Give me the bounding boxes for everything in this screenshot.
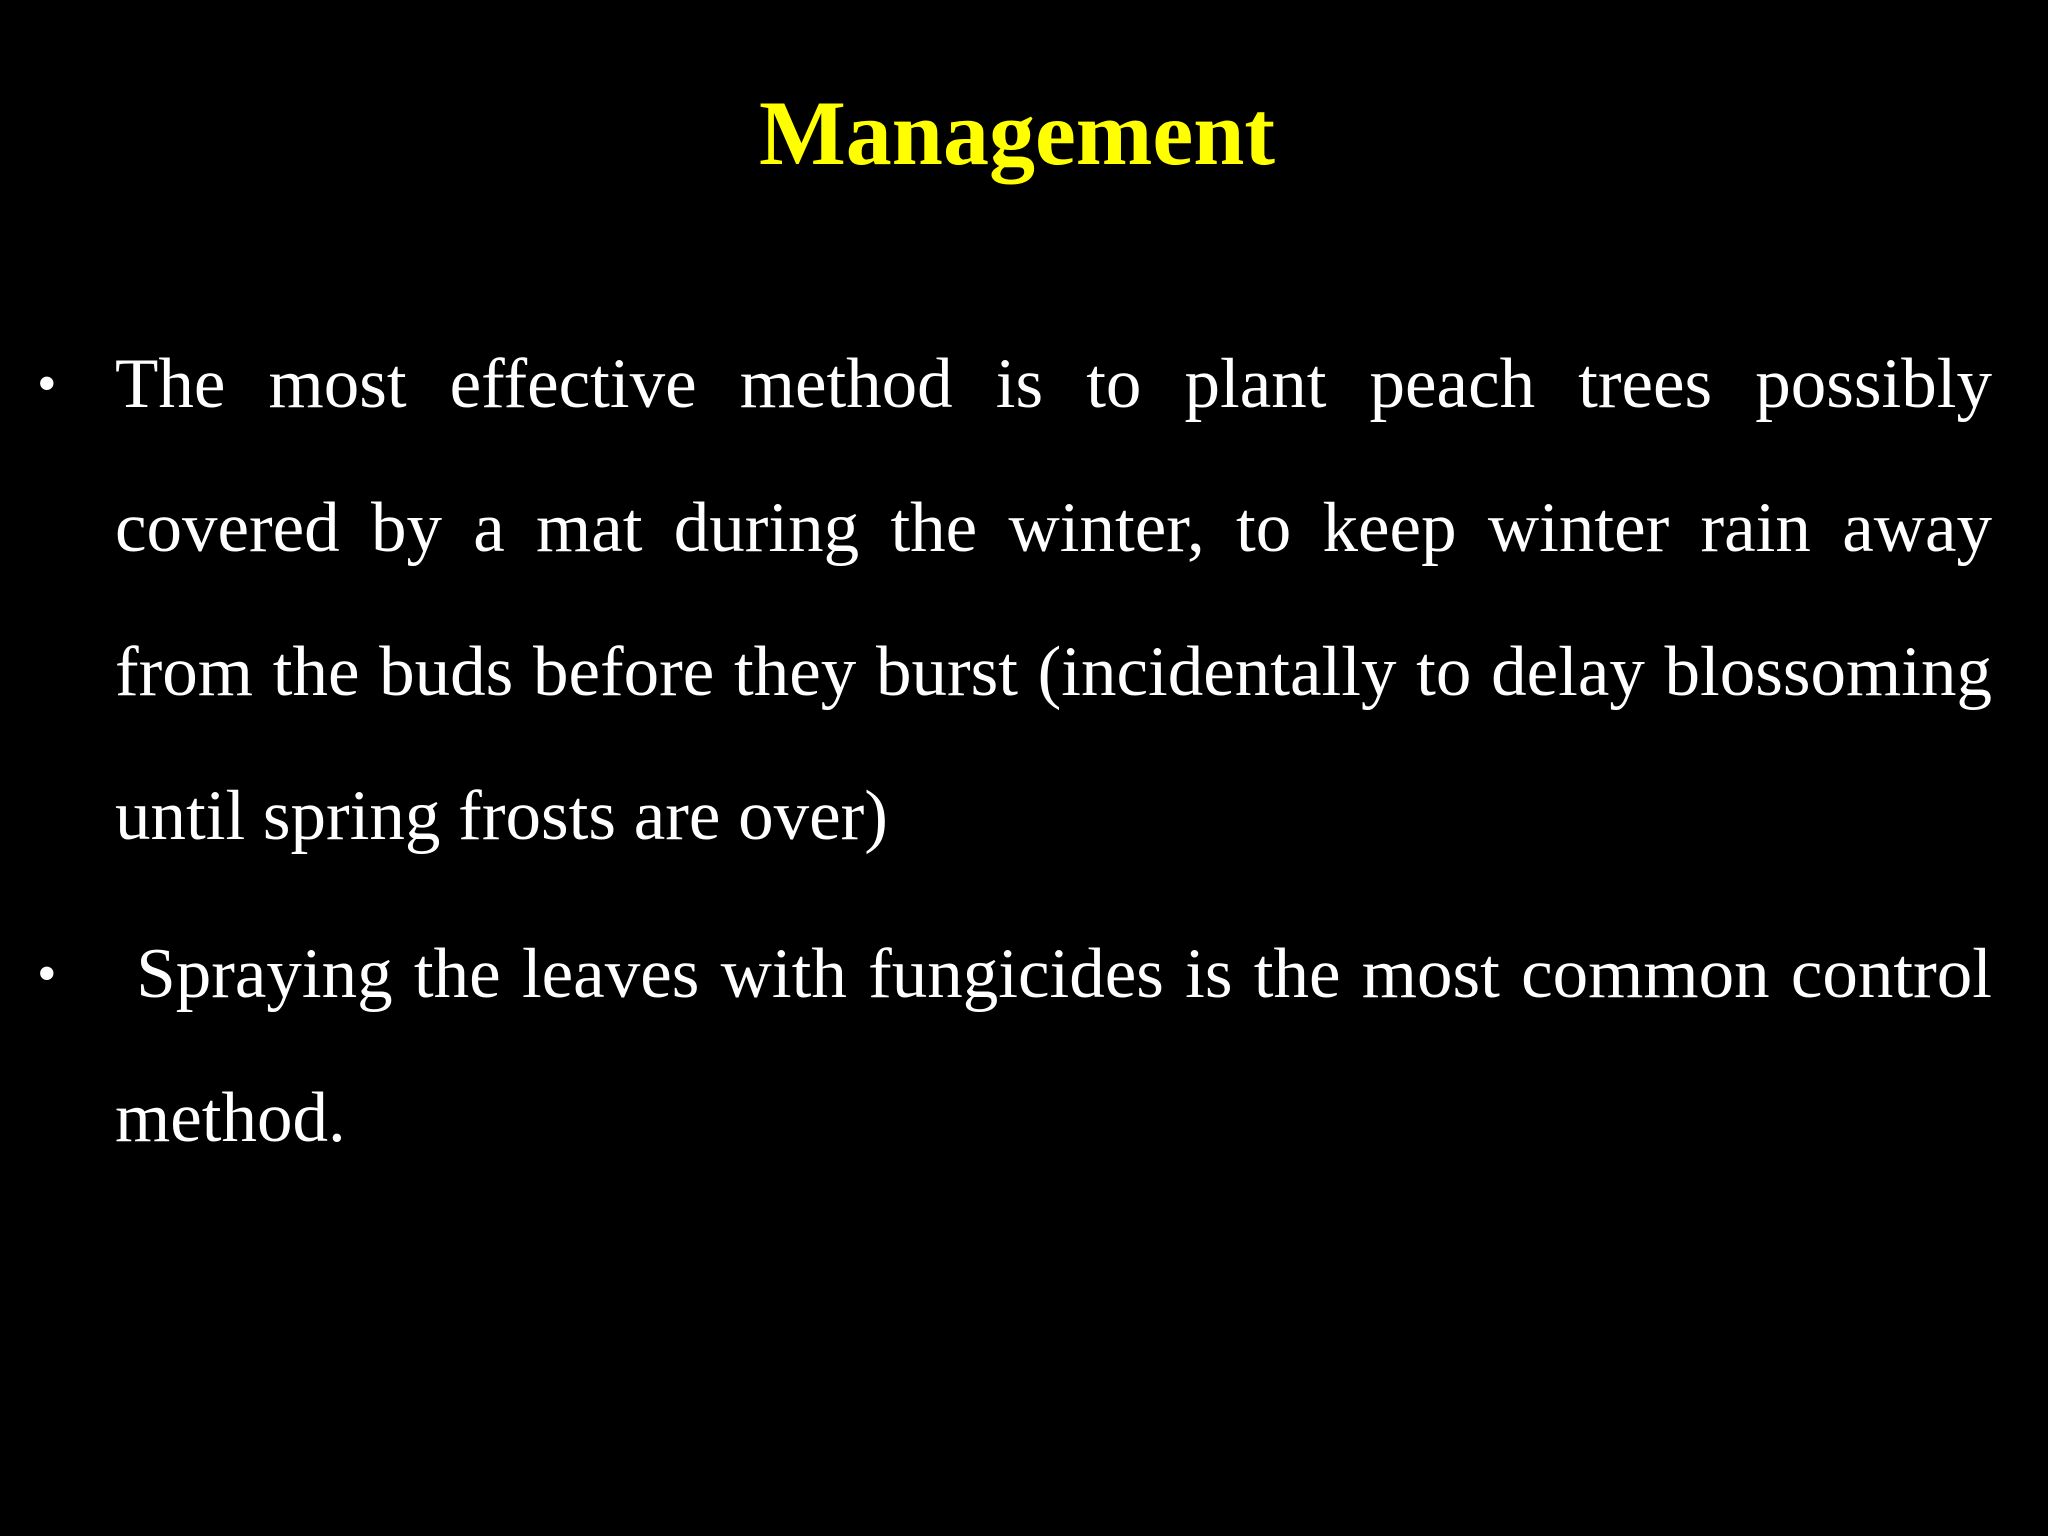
slide-title: Management	[758, 82, 1276, 184]
bullet-item	[37, 312, 1992, 888]
bullet-icon: •	[37, 353, 57, 415]
bullet-text: The most effective method is to plant peach trees possibly covered by a mat during the winter, to keep winter rain away from the buds before they burst (incidentally to delay blossoming until spring frosts are over)	[115, 345, 1992, 855]
bullet-icon: •	[37, 943, 57, 1005]
bullet-text: Spraying the leaves with fungicides is the most common control method.	[115, 935, 2010, 1157]
bullet-item	[37, 902, 2010, 1190]
